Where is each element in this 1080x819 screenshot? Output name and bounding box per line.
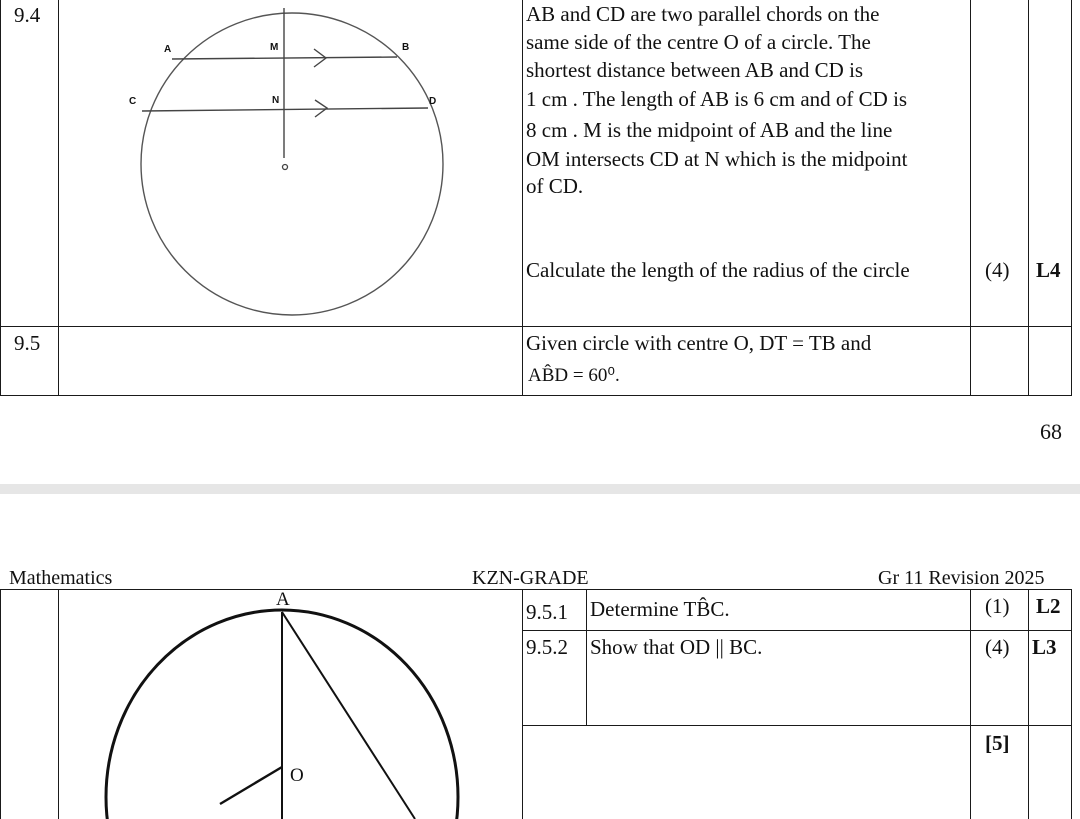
text-line: shortest distance between AB and CD is (526, 58, 864, 82)
question-total: [5] (985, 731, 1010, 755)
header-center: KZN-GRADE (472, 567, 589, 589)
header-subject: Mathematics (9, 567, 113, 589)
text-line: same side of the centre O of a circle. The (526, 30, 871, 54)
marks-9-4: (4) (985, 258, 1010, 282)
table-divider-subnum (586, 589, 587, 725)
page-separator (0, 484, 1080, 494)
header-right: Gr 11 Revision 2025 (878, 567, 1045, 589)
table-border-right (1071, 0, 1072, 396)
page-69 (0, 494, 1080, 810)
subquestion-number: 9.5.2 (526, 635, 568, 659)
question-9-5-text-line2: AB̂D = 60⁰. (528, 365, 620, 386)
label-O: O (290, 765, 304, 786)
table-border-bottom (0, 395, 1072, 396)
table-border-right (1071, 589, 1072, 819)
page-number: 68 (1040, 419, 1062, 444)
row-divider-9-4 (0, 326, 1072, 327)
subquestion-number: 9.5.1 (526, 600, 568, 624)
label-M: M (270, 42, 279, 53)
text-line: of CD. (526, 174, 584, 198)
text-line: AB and CD are two parallel chords on the (526, 2, 880, 26)
table-divider-level (1028, 0, 1029, 396)
question-number-9-4: 9.4 (14, 3, 41, 27)
table-divider-marks (970, 589, 971, 819)
question-9-4-instruction: Calculate the length of the radius of the circle (526, 258, 910, 282)
diagram-parallel-chords (0, 0, 520, 326)
question-9-5-text-line1: Given circle with centre O, DT = TB and (526, 331, 872, 355)
row-divider-9-5-2 (522, 725, 1072, 726)
subquestion-level: L3 (1032, 635, 1057, 659)
label-D: D (429, 96, 437, 107)
row-divider-9-5-1 (522, 630, 1072, 631)
label-C: C (129, 96, 137, 107)
subquestion-marks: (4) (985, 635, 1010, 659)
label-A: A (276, 589, 290, 610)
table-divider-marks (970, 0, 971, 396)
subquestion-text: Show that OD || BC. (590, 635, 763, 659)
label-B: B (402, 42, 410, 53)
text-line: OM intersects CD at N which is the midpoint (526, 147, 908, 171)
label-N: N (272, 95, 280, 106)
table-divider-level (1028, 589, 1029, 819)
table-border-left (0, 589, 1, 819)
table-divider-diagram (522, 589, 523, 819)
subquestion-text: Determine TB̂C. (590, 597, 730, 621)
table-divider-number (58, 589, 59, 819)
text-line: 1 cm . The length of AB is 6 cm and of CD is (526, 87, 908, 111)
level-9-4: L4 (1036, 258, 1061, 282)
table-divider-diagram (522, 0, 523, 396)
text-line: 8 cm . M is the midpoint of AB and the line (526, 118, 893, 142)
subquestion-level: L2 (1036, 594, 1061, 618)
label-A: A (164, 44, 172, 55)
subquestion-marks: (1) (985, 594, 1010, 618)
question-number-9-5: 9.5 (14, 331, 41, 355)
